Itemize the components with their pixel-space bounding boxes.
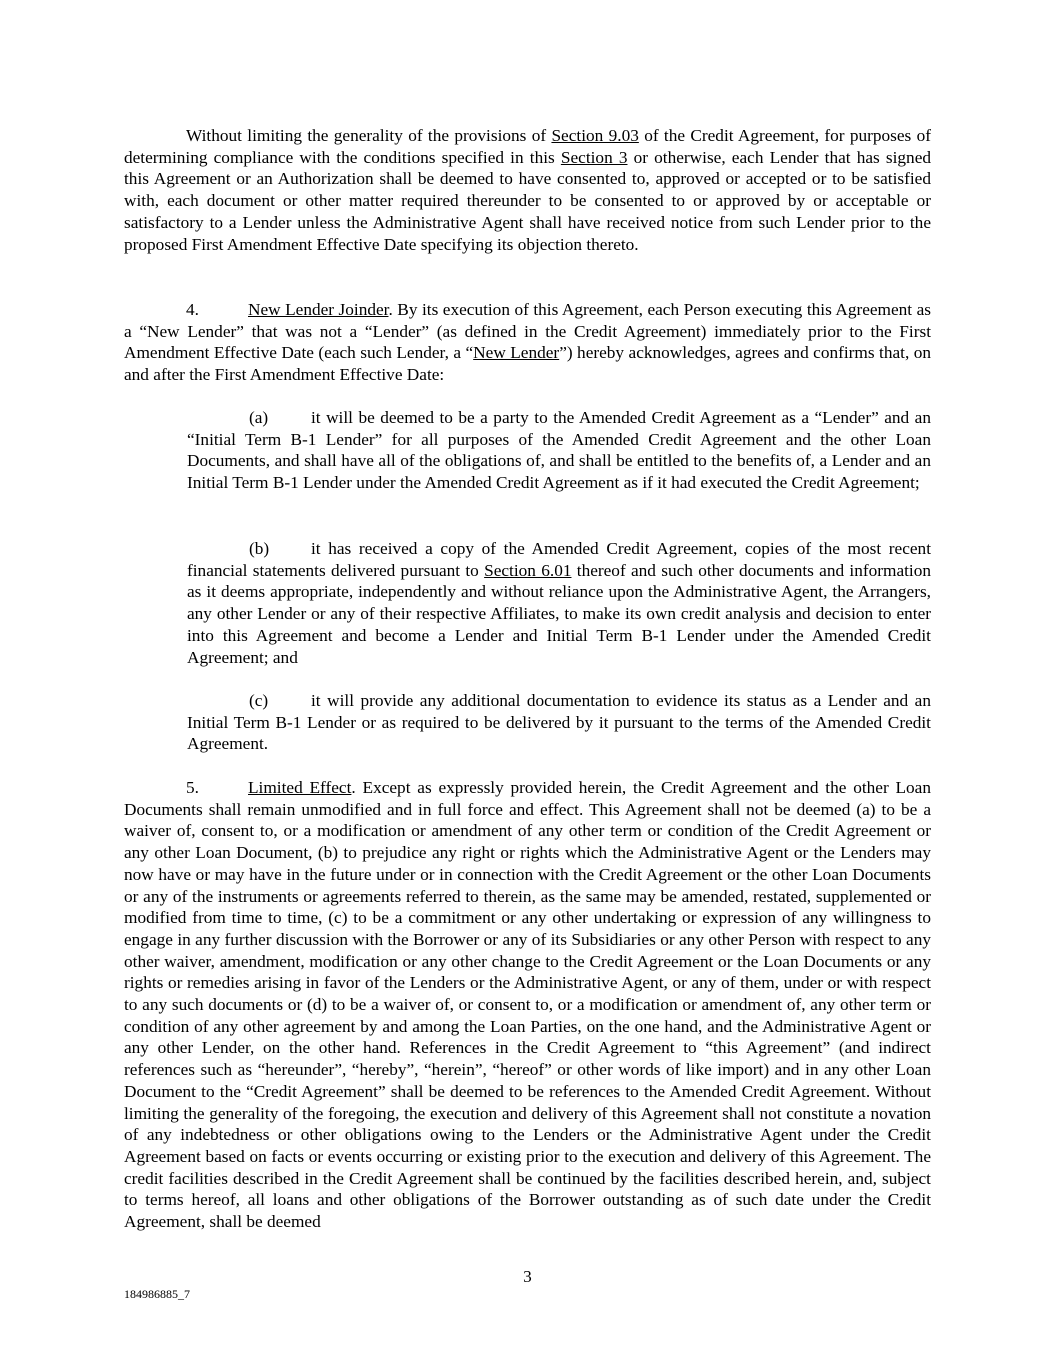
clause-a: (a) it will be deemed to be a party to the Amended Credit Agreement as a “Lender” and an “Initial Term B-1 Lender” for all purposes of the Amended Credit Agreement and the other Loan Documents, and shall have all of the obligations of, and shall be entitled to the benefits of, a Lender and an Initial Term B-1 Lender under the Amended Credit Agreement as if it had executed the Credit Agreement;	[187, 408, 931, 493]
document-id: 184986885_7	[124, 1287, 190, 1301]
section-number: 4.	[186, 300, 199, 319]
section-4	[124, 299, 931, 386]
section3-continuation	[124, 125, 931, 255]
paragraph: 5. Limited Effect. Except as expressly provided herein, the Credit Agreement and the other Loan Documents shall remain unmodified and in full force and effect. This Agreement shall not be deemed (a) to be a waiver of, consent to, or a modification or amendment of any other term or condition of the Credit Agreement or any other Loan Document, (b) to prejudice any right or rights which the Administrative Agent or the Lenders may now have or may have in the future under or in connection with the Credit Agreement or the other Loan Documents or any of the instruments or agreements referred to therein, as the same may be amended, restated, supplemented or modified from time to time, (c) to be a commitment or any other undertaking or expression of any willingness to engage in any further discussion with the Borrower or any of its Subsidiaries or any other Person with respect to any other waiver, amendment, modification or any other change to the Credit Agreement or the Loan Documents or any rights or remedies arising in favor of the Lenders or the Administrative Agent, or any of them, under or with respect to any such documents or (d) to be a waiver of, or consent to, or a modification or amendment of, any other term or condition of any other agreement by and among the Loan Parties, on the one hand, and the Administrative Agent or any other Lender, on the other hand. References in the Credit Agreement to “this Agreement” (and indirect references such as “hereunder”, “hereby”, “herein”, “hereof” or other words of like import) and in any other Loan Document to the “Credit Agreement” shall be deemed to be references to the Amended Credit Agreement. Without limiting the generality of the foregoing, the execution and delivery of this Agreement shall not constitute a novation of any indebtedness or other obligations owing to the Lenders or the Administrative Agent under the Credit Agreement based on facts or events occurring or existing prior to the execution and delivery of this Agreement. The credit facilities described in the Credit Agreement shall be continued by the facilities described herein, and, subject to terms hereof, all loans and other obligations of the Borrower outstanding as of such date under the Credit Agreement, shall be deemed	[124, 778, 931, 1232]
section-5	[124, 777, 931, 1233]
defined-term: New Lender	[473, 343, 560, 363]
clause-c: (c) it will provide any additional documentation to evidence its status as a Lender and an Initial Term B-1 Lender or as required to be delivered by it pursuant to the terms of the Amended Credit Agreement.	[187, 691, 931, 754]
paragraph: Without limiting the generality of the provisions of Section 9.03 of the Credit Agreement, for purposes of determining compliance with the conditions specified in this Section 3 or otherwise, each Lender that has signed this Agreement or an Authorization shall be deemed to have consented to, approved or accepted or to be satisfied with, each document or other matter required thereunder to be consented to or approved by or acceptable or satisfactory to a Lender unless the Administrative Agent shall have received notice from such Lender prior to the proposed First Amendment Effective Date specifying its objection thereto.	[124, 126, 932, 254]
section-reference: Section 6.01	[484, 560, 572, 580]
paragraph: 4. New Lender Joinder. By its execution of this Agreement, each Person executing this Agreement as a “New Lender” that was not a “Lender” (as defined in the Credit Agreement) immediately prior to the First Amendment Effective Date (each such Lender, a “New Lender”) hereby acknowledges, agrees and confirms that, on and after the First Amendment Effective Date:	[124, 300, 931, 385]
clause-b: (b) it has received a copy of the Amended Credit Agreement, copies of the most recent financial statements delivered pursuant to Section 6.01 thereof and such other documents and information as it deems appropriate, independently and without reliance upon the Administrative Agent, the Arrangers, any other Lender or any of their respective Affiliates, to make its own credit analysis and decision to enter into this Agreement and become a Lender and Initial Term B-1 Lender under the Amended Credit Agreement; and	[187, 539, 931, 667]
clause-label: (b)	[249, 539, 270, 558]
clause-label: (a)	[249, 408, 269, 427]
page-number: 3	[523, 1267, 532, 1286]
section-heading: New Lender Joinder	[248, 300, 389, 319]
clause-label: (c)	[249, 691, 269, 710]
section-reference: Section 9.03	[551, 126, 639, 145]
section-reference: Section 3	[560, 147, 628, 167]
section-number: 5.	[186, 778, 199, 797]
section-heading: Limited Effect	[248, 778, 352, 797]
